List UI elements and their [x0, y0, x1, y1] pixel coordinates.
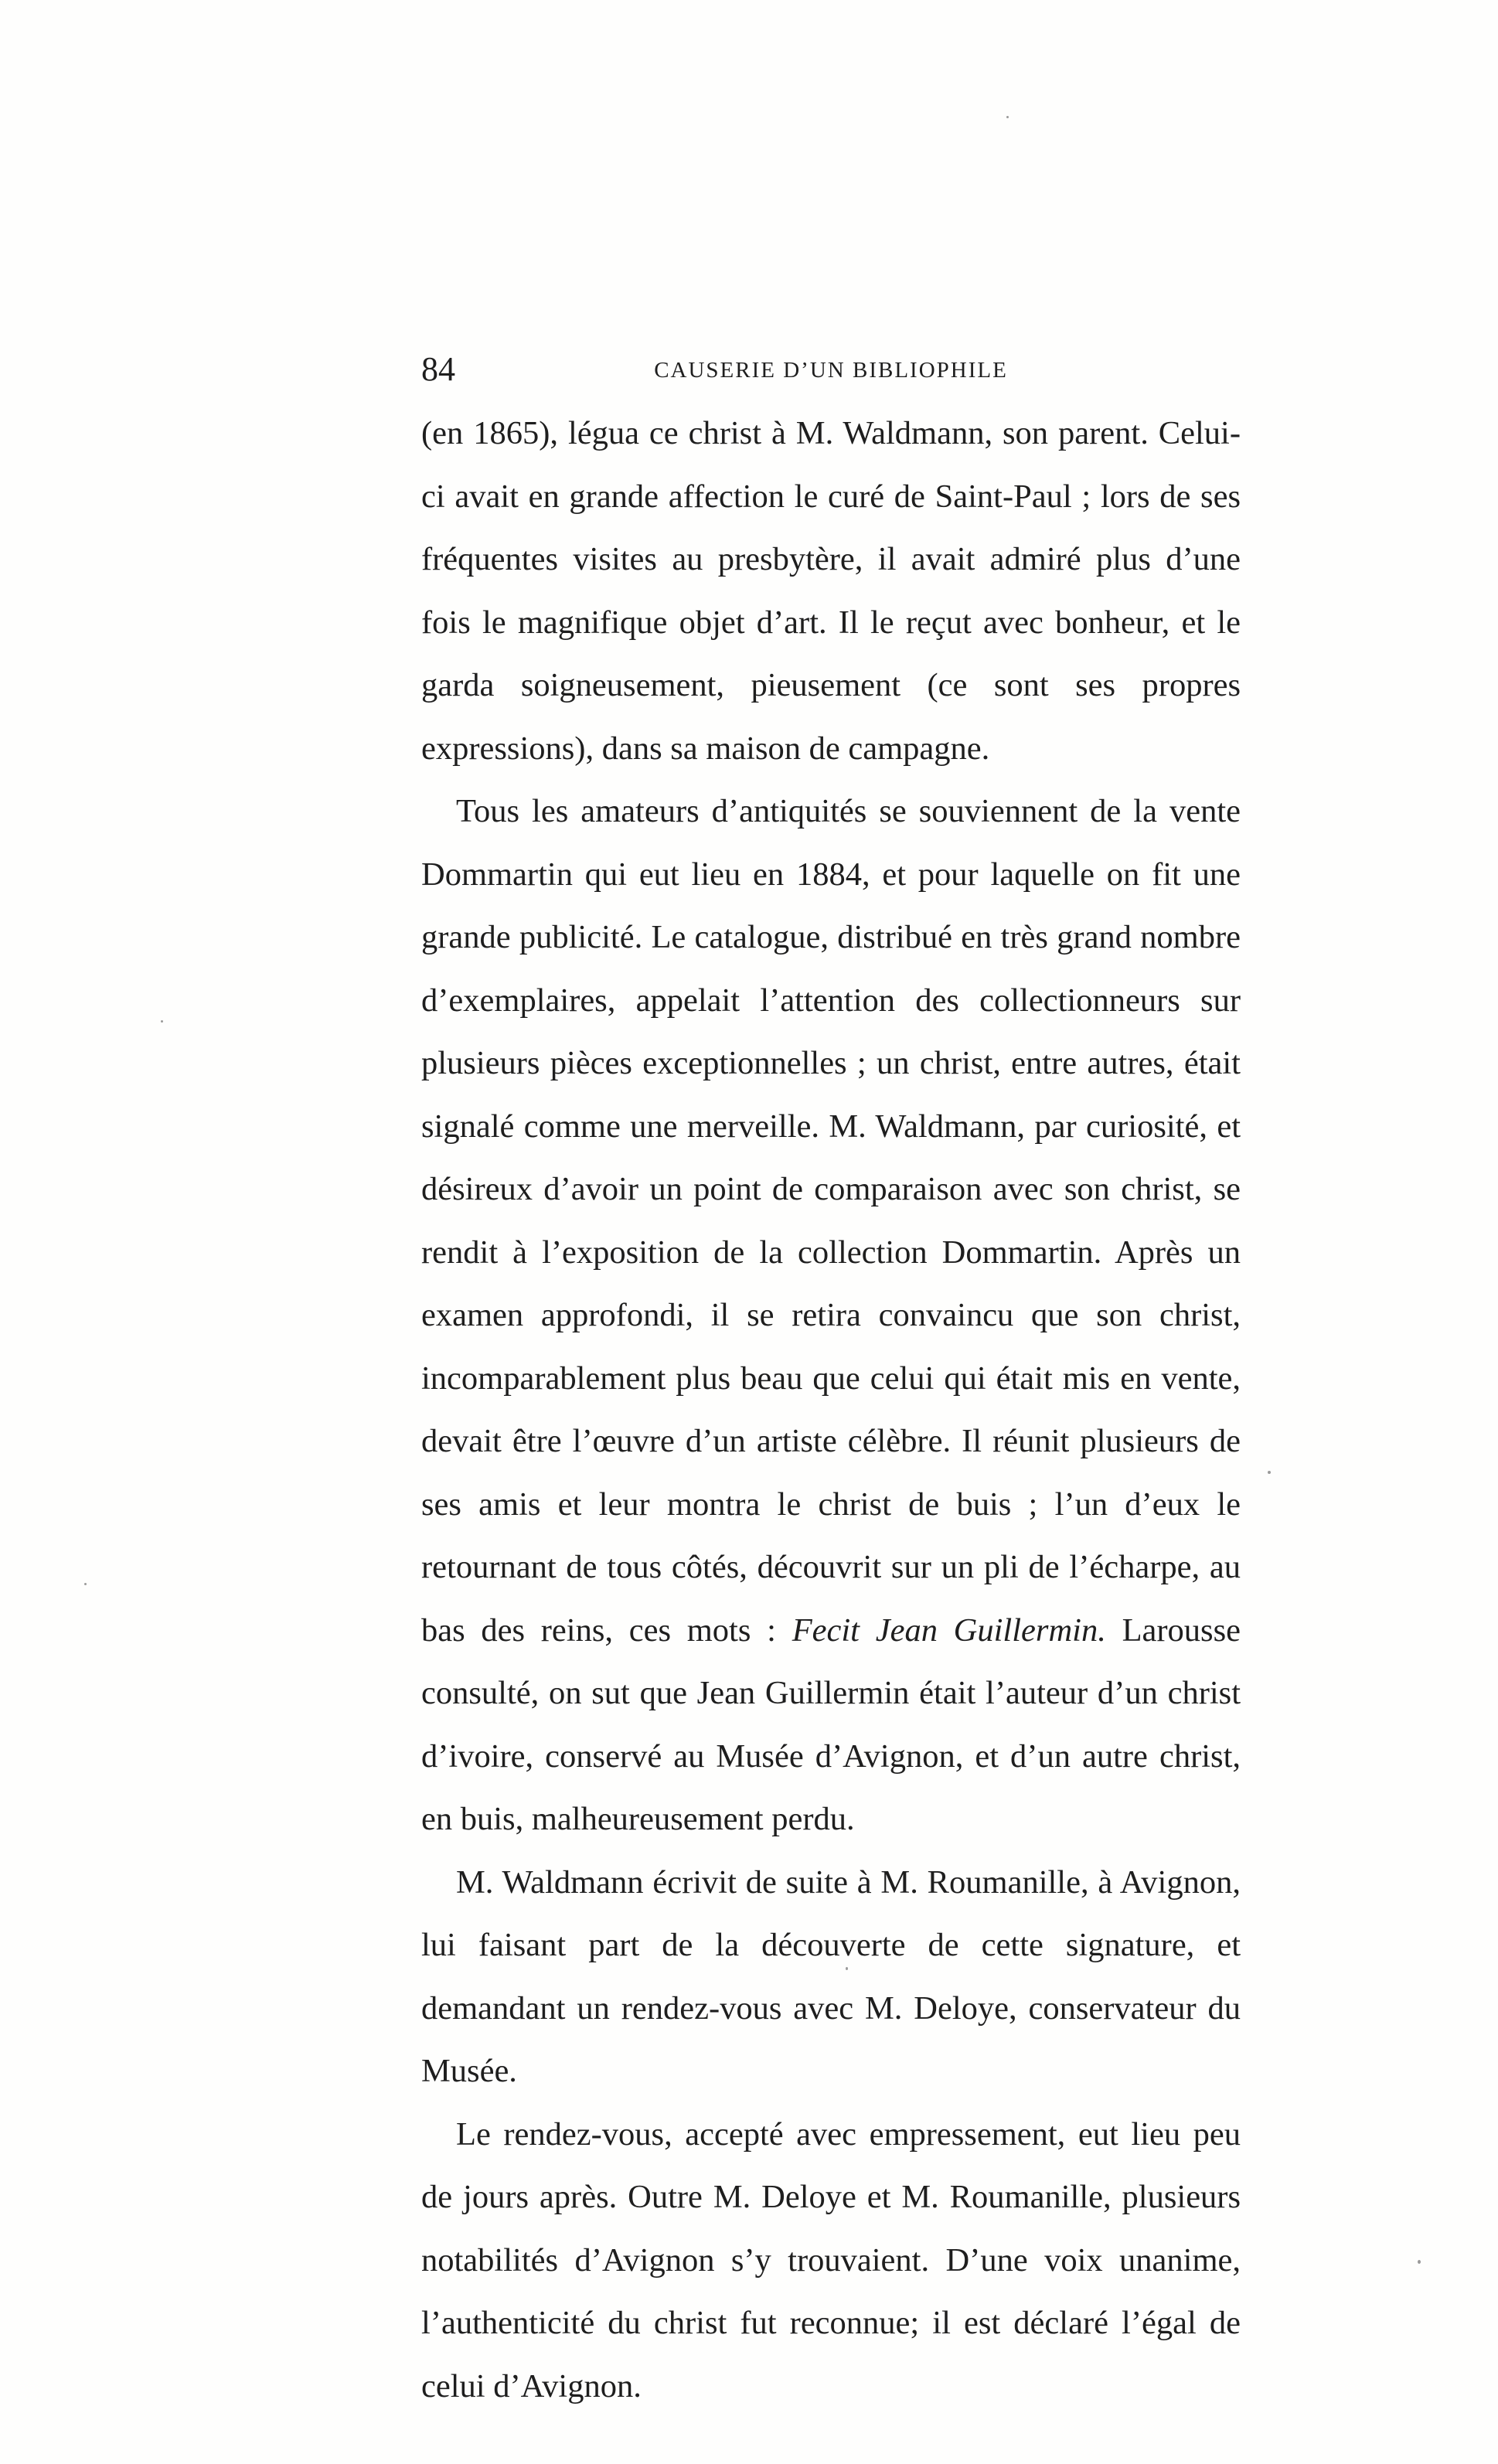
paper-speck — [1268, 1471, 1271, 1474]
paragraph-2-text-after: Larousse consulté, on sut que Jean Guillermin était l’auteur d’un christ d’ivoire, conservé au Musée d’Avignon, et d’un autre christ, en buis, malheureusement perdu. — [421, 1611, 1241, 1837]
paper-speck — [1006, 116, 1009, 118]
paragraph-3: M. Waldmann écrivit de suite à M. Roumanille, à Avignon, lui faisant part de la découverte de cette signature, et demandant un rendez-vous avec M. Deloye, conservateur du Musée. — [421, 1863, 1241, 2089]
paragraph-2-text-before: Tous les amateurs d’antiquités se souviennent de la vente Dommartin qui eut lieu en 1884, et pour laquelle on fit une grande publicité. Le catalogue, distribué en très grand nombre d’exemplaires, appelait l’attention des collectionneurs sur plusieurs pièces exceptionnelles ; un christ, entre autres, était signalé comme une merveille. M. Waldmann, par curiosité, et désireux d’avoir un point de comparaison avec son christ, se rendit à l’exposition de la collection Dommartin. Après un examen approfondi, il se retira convaincu que son christ, incomparablement plus beau que celui qui était mis en vente, devait être l’œuvre d’un artiste célèbre. Il réunit plusieurs de ses amis et leur montra le christ de buis ; l’un d’eux le retournant de tous côtés, découvrit sur un pli de l’écharpe, au bas des reins, ces mots : — [421, 793, 1241, 1649]
paragraph-1: (en 1865), légua ce christ à M. Waldmann, son parent. Celui-ci avait en grande affection le curé de Saint-Paul ; lors de ses fréquentes visites au presbytère, il avait admiré plus d’une fois le magnifique objet d’art. Il le reçut avec bonheur, et le garda soigneusement, pieusement (ce sont ses propres expressions), dans sa maison de campagne. — [421, 415, 1241, 767]
paper-speck — [846, 1967, 848, 1970]
page-header — [421, 346, 1241, 393]
paper-speck — [161, 1020, 163, 1023]
paragraph-2-italic-inscription: Fecit Jean Guillermin. — [792, 1611, 1106, 1649]
paper-speck — [84, 1583, 87, 1585]
body-text — [421, 402, 1241, 2418]
paper-speck — [1418, 2260, 1421, 2264]
paragraph-4: Le rendez-vous, accepté avec empressement, eut lieu peu de jours après. Outre M. Deloye et M. Roumanille, plusieurs notabilités d’Avignon s’y trouvaient. D’une voix unanime, l’authenticité du christ fut reconnue; il est déclaré l’égal de celui d’Avignon. — [421, 2115, 1241, 2404]
running-head: CAUSERIE D’UN BIBLIOPHILE — [654, 358, 1008, 383]
page-number: 84 — [421, 350, 455, 388]
paragraph-2 — [421, 780, 1241, 1851]
